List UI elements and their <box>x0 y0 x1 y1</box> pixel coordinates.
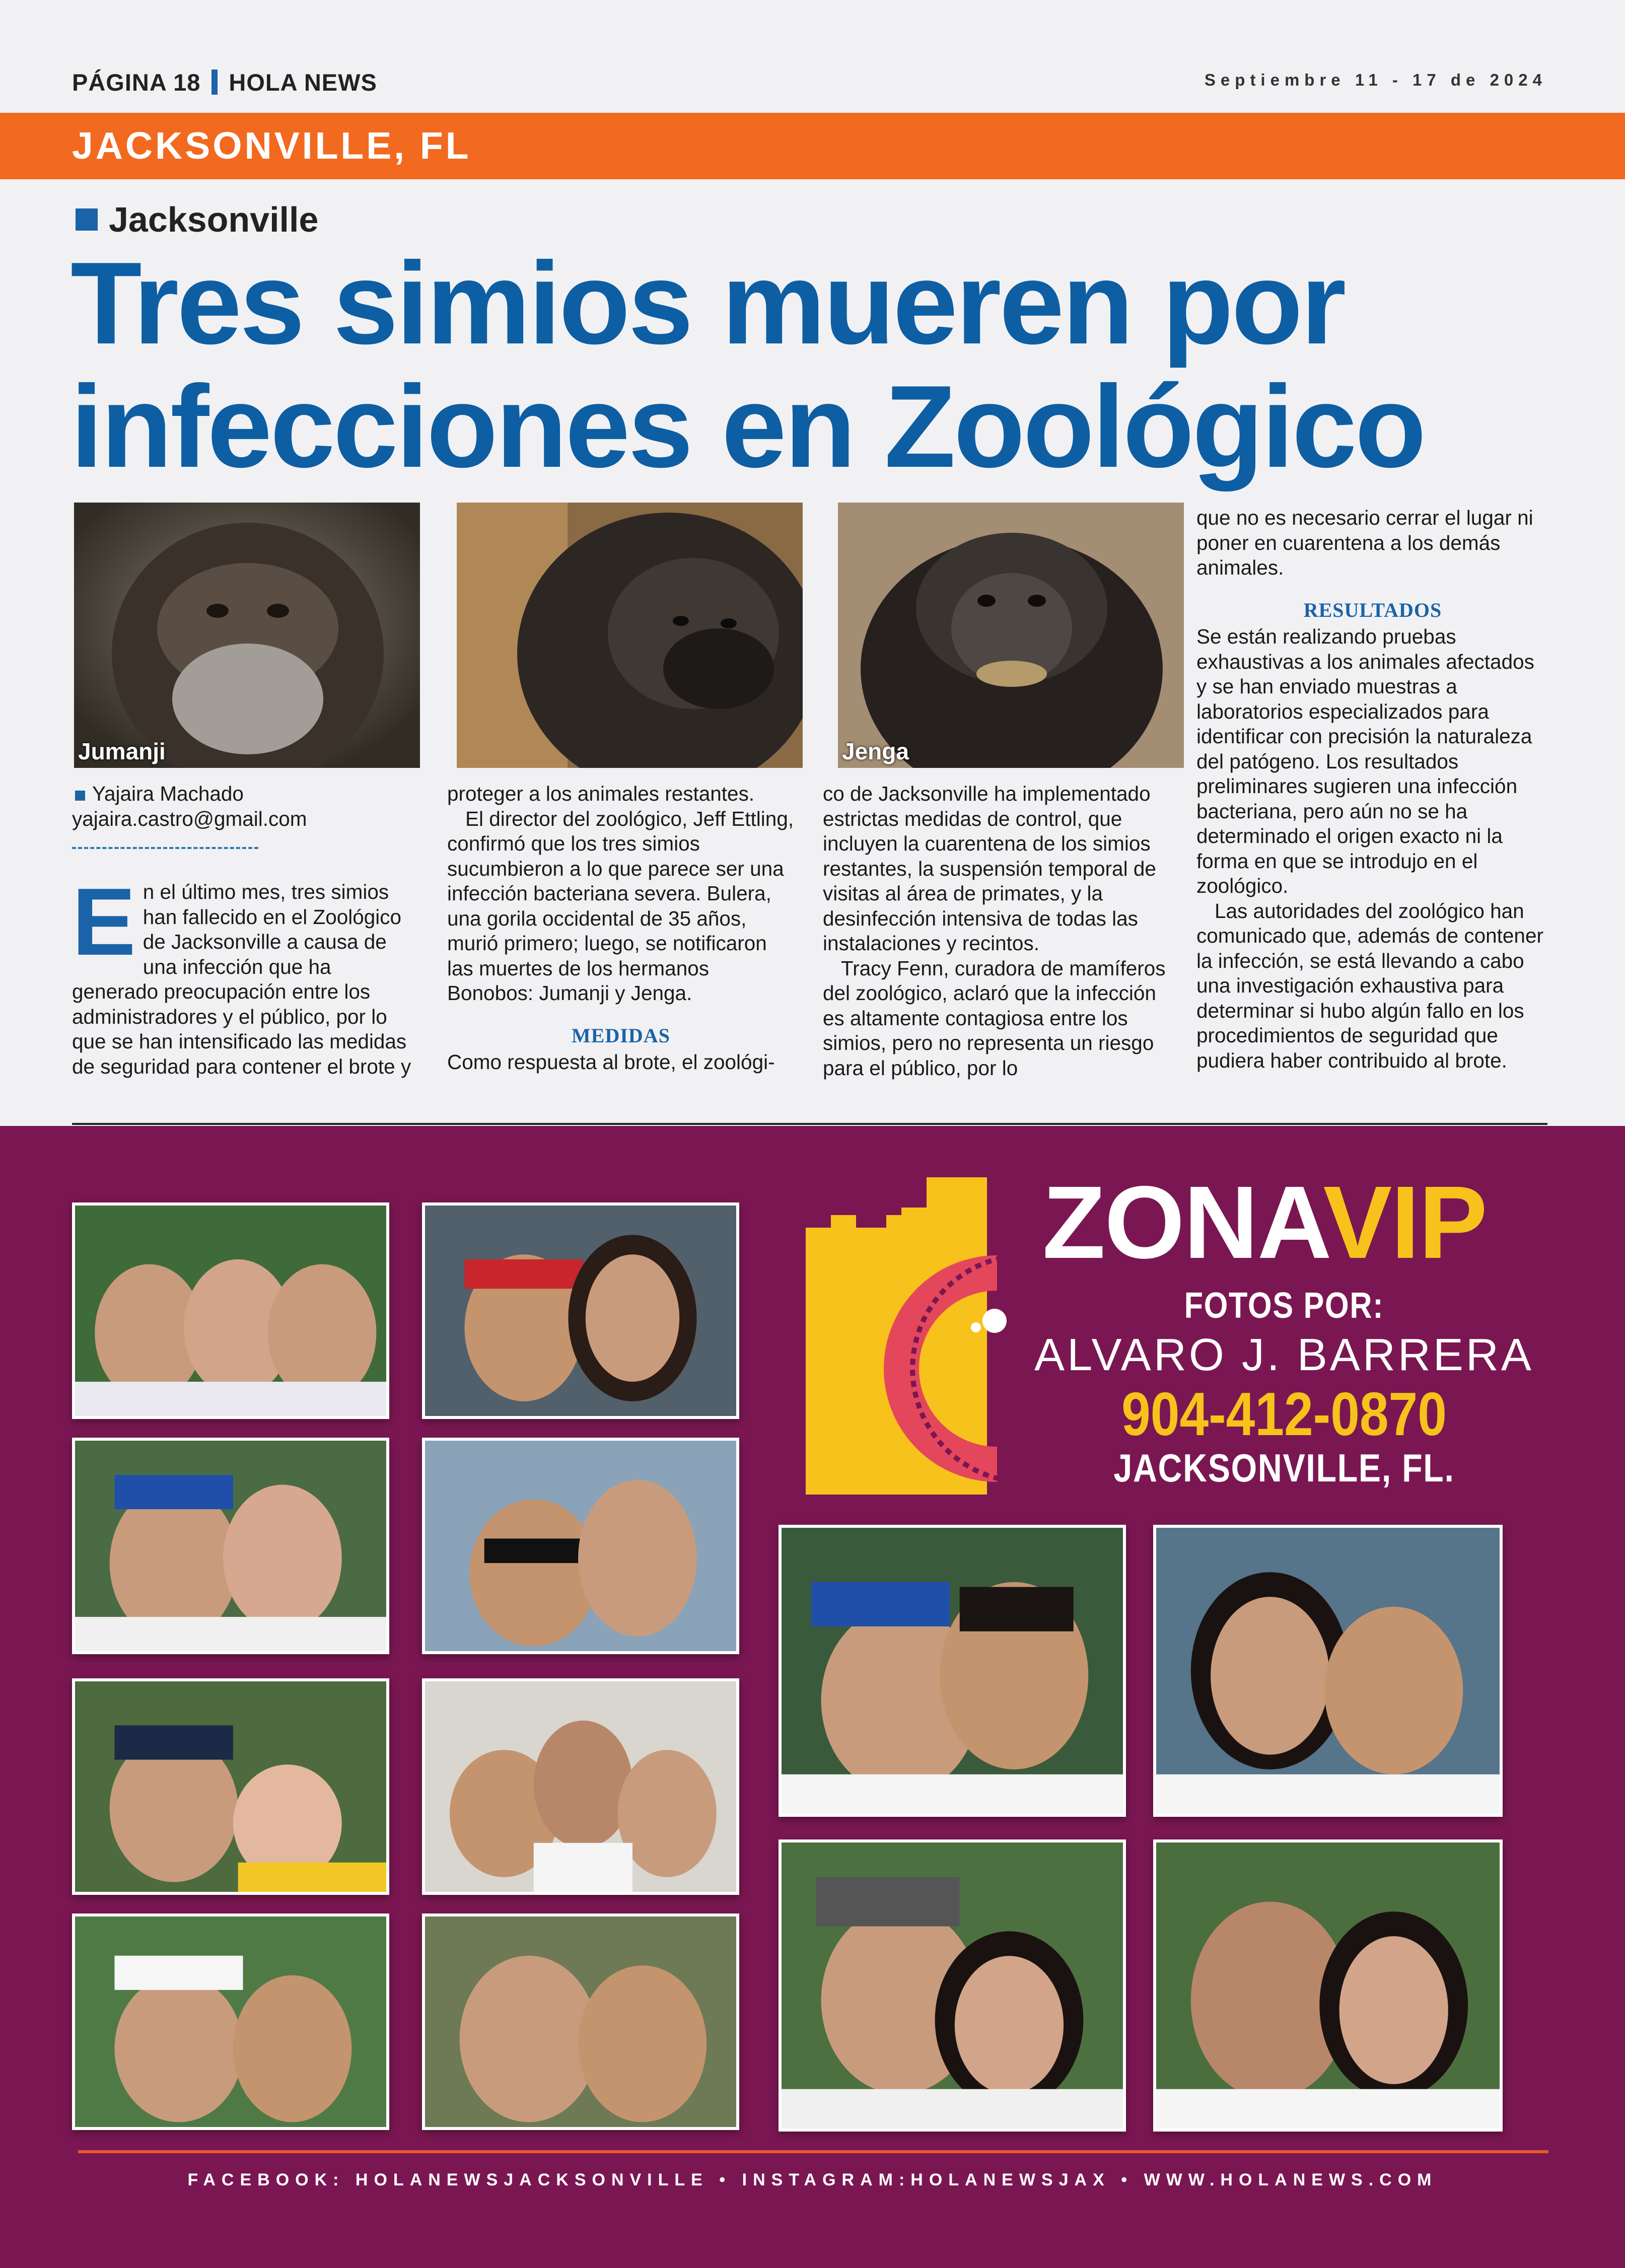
photo-jumanji <box>74 503 420 768</box>
issue-date: Septiembre 11 - 17 de 2024 <box>1204 70 1547 89</box>
gallery-photo <box>422 1438 739 1654</box>
gallery-photo <box>1153 1525 1503 1817</box>
kicker-square-icon <box>76 208 98 231</box>
fotos-label: FOTOS POR: <box>1184 1286 1384 1326</box>
gallery-photo <box>779 1525 1126 1817</box>
paragraph: El director del zoológico, Jeff Ettling, confirmó que los tres simios sucumbieron a lo que parece ser una infección bacteriana severa. Bulera, una gorila occidental de 35 años, murió primero; luego, se notificaron las muertes de los hermanos Bonobos: Jumanji y Jenga. <box>447 807 794 1005</box>
photographer-phone: 904-412-0870 <box>1121 1380 1447 1448</box>
gallery-photo <box>72 1438 389 1654</box>
byline-square-icon <box>75 791 85 801</box>
gallery-photo <box>779 1839 1126 2132</box>
gallery-photo <box>422 1913 739 2130</box>
headline-line-2: infecciones en Zoológico <box>70 362 1425 492</box>
byline <box>72 782 414 807</box>
subhead-medidas: MEDIDAS <box>572 1024 670 1047</box>
byline-email: yajaira.castro@gmail.com <box>72 807 307 830</box>
gallery-photo <box>72 1913 389 2130</box>
gorilla-image <box>457 503 803 768</box>
gallery-photo <box>72 1202 389 1419</box>
paragraph: co de Jacksonville ha implementado estrictas medidas de control, que incluyen la cuarentena de los simios restantes, la suspensión temporal de visitas al área de primates, y la desinfección intensiva de todas las instalaciones y recintos. <box>823 782 1156 955</box>
headline-line-1: Tres simios mueren por <box>70 238 1345 369</box>
paragraph: Se están realizando pruebas exhaustivas a los animales afectados y se han enviado muestras a laboratorios especializados para identificar con precisión la naturaleza del patógeno. Los resultados preliminares sugieren una infección bacteriana, pero aún no se ha determinado el origen exacto ni la forma en que se introdujo en el zoológico. <box>1196 625 1534 897</box>
zona-vip-brand: ZONAVIP <box>1042 1165 1487 1280</box>
photo-gorilla <box>457 503 803 768</box>
article-column-4 <box>1196 506 1549 1073</box>
paragraph: Tracy Fenn, curadora de mamíferos del zoológico, aclaró que la infección es altamente contagiosa entre los simios, pero no representa un riesgo para el público, por lo <box>823 956 1166 1080</box>
byline-divider <box>72 847 258 849</box>
paragraph: que no es necesario cerrar el lugar ni poner en cuarentena a los demás animales. <box>1196 506 1533 579</box>
camera-logo-icon <box>801 1167 1012 1500</box>
gallery-photo <box>1153 1839 1503 2132</box>
gallery-photo <box>422 1678 739 1895</box>
byline-name: Yajaira Machado <box>92 782 244 805</box>
article-column-2 <box>447 782 795 1075</box>
photo-caption: Jumanji <box>78 738 166 764</box>
footer-social-links: FACEBOOK: HOLANEWSJACKSONVILLE • INSTAGRAM:HOLANEWSJAX • WWW.HOLANEWS.COM <box>187 2170 1438 2189</box>
paragraph: Las autoridades del zoológico han comunicado que, además de contener la infección, se está llevando a cabo una investigación exhaustiva para determinar si hubo algún fallo en los procedimientos de seguridad que pudiera haber contribuido al brote. <box>1196 899 1543 1072</box>
article-headline <box>70 238 1571 492</box>
section-rule <box>72 1123 1547 1125</box>
paragraph: proteger a los animales restantes. <box>447 782 755 805</box>
header-separator <box>211 69 218 95</box>
section-label: JACKSONVILLE, FL <box>72 124 471 167</box>
article-column-1 <box>72 782 414 1079</box>
article-kicker <box>76 199 318 240</box>
photo-jenga <box>838 503 1184 768</box>
zona-vip-city: JACKSONVILLE, FL. <box>1113 1446 1455 1490</box>
publication-name: HOLA NEWS <box>229 69 377 96</box>
article-column-3 <box>823 782 1170 1081</box>
bonobo-image <box>74 503 420 768</box>
paragraph: En el último mes, tres simios han fallecido en el Zoológico de Jacksonville a causa de una infección que ha generado preocupación entre los administradores y el público, por lo que se han intensificado las medidas de seguridad para contener el brote y <box>72 869 411 1078</box>
photographer-name: ALVARO J. BARRERA <box>1034 1330 1534 1380</box>
bonobo-image <box>838 503 1184 768</box>
gallery-photo <box>72 1678 389 1895</box>
gallery-photo <box>422 1202 739 1419</box>
page-number: PÁGINA 18 <box>72 69 201 96</box>
photo-caption: Jenga <box>842 738 909 764</box>
subhead-resultados: RESULTADOS <box>1303 598 1442 621</box>
drop-cap: E <box>72 869 136 975</box>
footer-rule <box>78 2150 1548 2153</box>
kicker-text: Jacksonville <box>109 200 319 239</box>
page-header <box>72 68 377 96</box>
paragraph: Como respuesta al brote, el zoológi- <box>447 1050 775 1074</box>
